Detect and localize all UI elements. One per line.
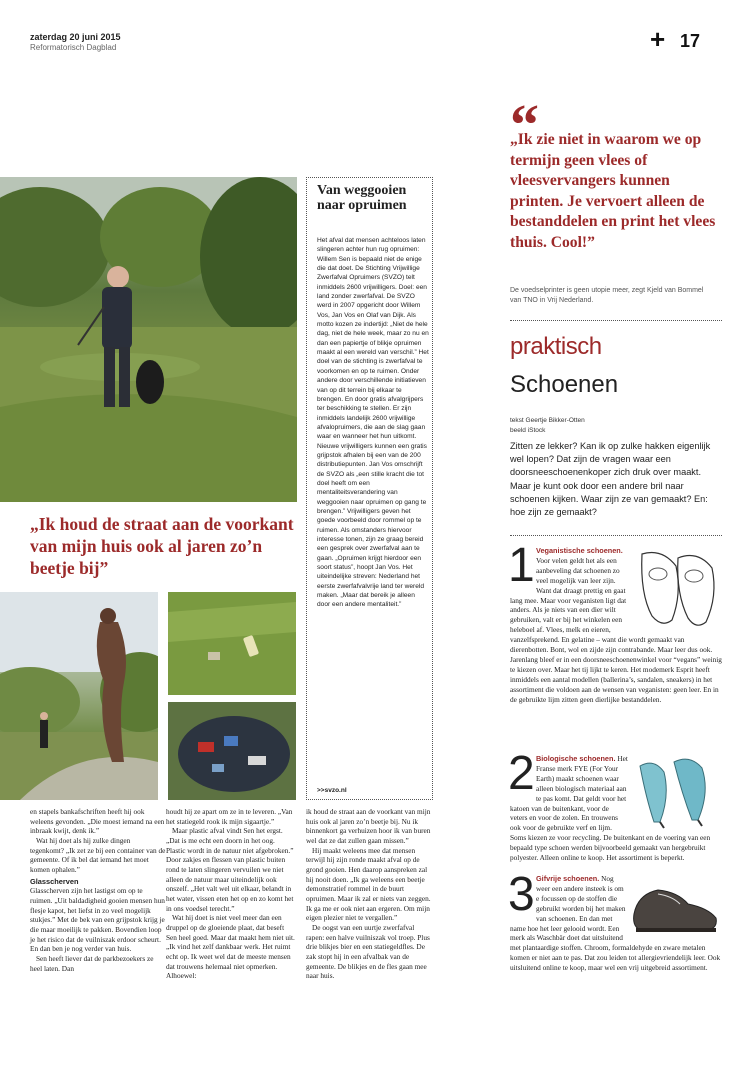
item-number: 2	[508, 747, 535, 800]
photo-man-with-grabber	[0, 177, 297, 502]
ballerina-shoes-image	[632, 544, 722, 632]
credit-image: beeld iStock	[510, 427, 546, 434]
paragraph: Maar plastic afval vindt Sen het ergst. „Dat is me echt een doorn in het oog. Plastic wordt in de natuur niet afgebroken.” Door zakjes en flessen van plastic buiten rond te laten slingeren vervuilen we niet alleen de natuur maar uiteindelijk ook onszelf. „Het valt wel uit elkaar, belandt in het water, vissen eten het op en zo komt het in ons voedsel terecht.”	[166, 826, 294, 913]
paragraph: houdt hij ze apart om ze in te leveren. „Van het statiegeld rook ik mijn sigaartje.”	[166, 807, 293, 826]
body-column-3	[306, 807, 434, 981]
pull-quote-caption: De voedselprinter is geen utopie meer, zegt Kjeld van Bommel van TNO in Vrij Nederland.	[510, 287, 704, 304]
plus-icon: +	[650, 24, 666, 54]
item-title: Gifvrije schoenen.	[536, 874, 600, 883]
paragraph: Wat hij doet als hij zulke dingen tegenkomt? „Ik zet ze bij een container van de gemeente. Of ik bel dat iemand het moet komen ophalen.”	[30, 835, 166, 874]
body-column-2	[166, 807, 296, 981]
item-title: Biologische schoenen.	[536, 754, 616, 763]
issue-date: zaterdag 20 juni 2015	[30, 32, 121, 42]
photo-trash-illustration	[168, 702, 296, 800]
divider	[510, 535, 722, 536]
blue-heels-icon	[630, 752, 722, 830]
sidebar-text: Het afval dat mensen achteloos laten slingeren achter hun rug opruimen: Willem Sen is bepaald niet de enige die dat doet. De Stichting Vrijwillige Zwerfafval Opruimers (SVZO) telt inmiddels 2600 vrijwilligers. Doel: een land zonder zwerfafval. De SVZO werd in 2007 opgericht door Willem Vos, Jan Vos en Olaf van Dijk. Als motto kozen ze indertijd: „Niet de hele dag, niet de hele week, maar zo nu en dan een papiertje of blikje opruimen maakt al een wereld van verschil.” Het doel van de stichting is zwerfafval te voorkomen en op te ruimen. Onder andere door verschillende initiatieven van op dit terrein bij elkaar te brengen. En door gratis afvalgrijpers ter beschikking te stellen. Er zijn inmiddels landelijk 2600 vrijwillige afvalopruimers, die aan de slag gaan waar en wanneer het hun uitkomt. Nieuwe vrijwilligers kunnen een gratis grijpstok afhalen bij een van de 200 distributiepunten. Jan Vos omschrijft de SVZO als „een stille kracht die tot doel heeft om een mentaliteitsverandering van weggooien naar opruimen op gang te brengen.” Vrijwilligers geven het goede voorbeeld door rommel op te ruimen. Als omstanders hiervoor interesse tonen, zijn ze graag bereid een gesprek over zwerfafval aan te gaan. „Opruimen krijgt hierdoor een soort status”, hoopt Jan Vos. Het uiteindelijke streven: Nederland het eerste zwerfafvalvrije land ter wereld maken. „Maar dat bereik je alleen door een andere mentaliteit.”	[317, 237, 429, 609]
paragraph: Hij maakt weleens mee dat mensen terwijl hij zijn ronde maakt afval op de grond gooien. Hen daarop aanspreken zal hij nooit doen. „Ik ga weleens een beetje demonstratief rommel in de buurt opruimen. Maar ik zal er niets van zeggen. Ik ga me er ook niet aan ergeren. Om mijn eigen plezier niet te vergallen.”	[306, 845, 431, 923]
section-kicker: praktisch	[510, 333, 602, 360]
blue-heels-image	[630, 752, 722, 830]
item-text: Voor velen geldt het als een aanbeveling dat schoenen zo veel mogelijk van leer zijn. Want dat draagt prettig en gaat lang mee. Maar voor veganisten ligt dat anders. Als je niets van een dier wilt gebruiken, valt er bij het winkelen een heleboel af. Vlees, melk en eieren, vanzelfsprekend. En gelatine – want die wordt gemaakt van dierenbotten. Bont, wol en zijde zijn contrabande. Maar leer dus ook. Jarenlang bleef er in een doorsneeschoenenwinkel voor “vegans” weinig te kiezen over. Maar het tij lijkt te keren. Het modemerk Esprit heeft inmiddels een aantal modellen (ballerina’s, sandalen, sneakers) in het assortiment die voldoen aan de wensen van veganisten: geen leer. En in de gebruikte lijm zitten geen dierlijke bestanddelen.	[510, 555, 722, 704]
paragraph: en stapels bankafschriften heeft hij ook weleens gevonden. „Die moest iemand na een inbraak kwijt, denk ik.”	[30, 807, 165, 836]
leather-shoe-image	[628, 874, 722, 938]
divider	[510, 320, 722, 321]
paragraph: Glasscherven zijn het lastigst om op te ruimen. „Uit baldadigheid gooien mensen hun flesje kapot, het liefst in zo veel mogelijk stukjes.” Met de bek van een grijpstok krijg je die maar moeilijk te pakken. Bovendien loop je het risico dat de vuilniszak erdoor scheurt. En dan ben je nog verder van huis.	[30, 886, 165, 954]
body-column-1	[30, 807, 166, 973]
page-number: 17	[680, 31, 701, 51]
item-title: Veganistische schoenen.	[536, 546, 623, 555]
credit-text: tekst Geertje Bikker-Otten	[510, 417, 585, 424]
leather-shoe-icon	[628, 874, 722, 938]
credits	[510, 416, 585, 436]
item-text: Nog weer een andere insteek is om e focussen op de stoffen die gebruikt worden bij het maken van schoenen. En dan met name hoe het leer gelooid wordt. Een merk als Waschbär doet dat uitsluitend met plantaardige stoffen. Chroom, formaldehyde en zware metalen komen er niet aan te pas. Dat zou leiden tot allergievriendelijk leer. Ook uitsluitend online te koop, maar wel een vrij uitgebreid assortiment.	[510, 874, 721, 973]
publication-name: Reformatorisch Dagblad	[30, 43, 117, 52]
paragraph: Sen heeft liever dat de parkbezoekers ze heel laten. Dan	[30, 953, 154, 973]
pull-quote-right: „Ik zie niet in waarom we op termijn geen vlees of vleesvervangers kunnen printen. Je vervoert alleen de bestanddelen en print het vlees thuis. Cool!”	[510, 131, 716, 251]
photo-litter-in-grass	[168, 592, 296, 695]
sidebar-link[interactable]: >>svzo.nl	[317, 787, 347, 794]
photo-grass-illustration	[168, 592, 296, 695]
photo-main-illustration	[0, 177, 297, 502]
subheading: Glasscherven	[30, 876, 79, 886]
item-number: 3	[508, 868, 535, 921]
paragraph: De oogst van een uurtje zwerfafval rapen: een halve vuilniszak vol troep. Plus drie blikjes bier en een statiegeldfles. De zak stopt hij in een afvalbak van de gemeente. De blikjes en de fles gaan mee naar huis.	[306, 922, 430, 981]
quote-mark-icon: “	[510, 92, 539, 157]
photo-statue-illustration	[0, 592, 158, 800]
photo-trash-bag	[168, 702, 296, 800]
item-text: Het Franse merk FYE (For Your Earth) maakt schoenen waar alleen biologisch materiaal aan te pas komt. Dat geldt voor het katoen van de buitenkant, voor de veters en voor de zolen. En trouwens ook voor de gebruikte verf en lijm. Soms kiezen ze voor recycling. De buitenkant en de voering van een bepaald type schoen werden bijvoorbeeld gemaakt van hergebruikt polyester. Alleen online te koop. Het assortiment is beperkt.	[510, 754, 711, 863]
photo-statue-park	[0, 592, 158, 800]
pull-quote-left: „Ik houd de straat aan de voorkant van mijn huis ook al jaren zo’n beetje bij”	[30, 514, 294, 578]
paragraph: Wat hij doet is niet veel meer dan een druppel op de gloeiende plaat, dat beseft Sen heel goed. Maar dat maakt hem niet uit. „Ik vind het zelf dankbaar werk. Het ruimt echt op. Ik weet wel dat de meeste mensen dat trouwens helemaal niet opmerken. Alhoewel:	[166, 913, 295, 981]
paragraph: ik houd de straat aan de voorkant van mijn huis ook al jaren zo’n beetje bij. Nu ik binnenkort ga verhuizen hoor ik van buren wel dat ze dat zullen gaan missen.”	[306, 807, 431, 845]
section-title: Schoenen	[510, 371, 619, 398]
ballerina-shoes-icon	[632, 544, 722, 632]
intro-text: Zitten ze lekker? Kan ik op zulke hakken eigenlijk wel lopen? Dat zijn de vragen waar een doorsneeschoenenkoper zich druk over maakt. Maar je kunt ook door een andere bril naar schoenen kijken. Waar zijn ze van gemaakt? En: hoe zijn ze gemaakt?	[510, 441, 711, 518]
item-number: 1	[508, 539, 535, 592]
sidebar-title: Van weggooien naar opruimen	[317, 183, 407, 213]
